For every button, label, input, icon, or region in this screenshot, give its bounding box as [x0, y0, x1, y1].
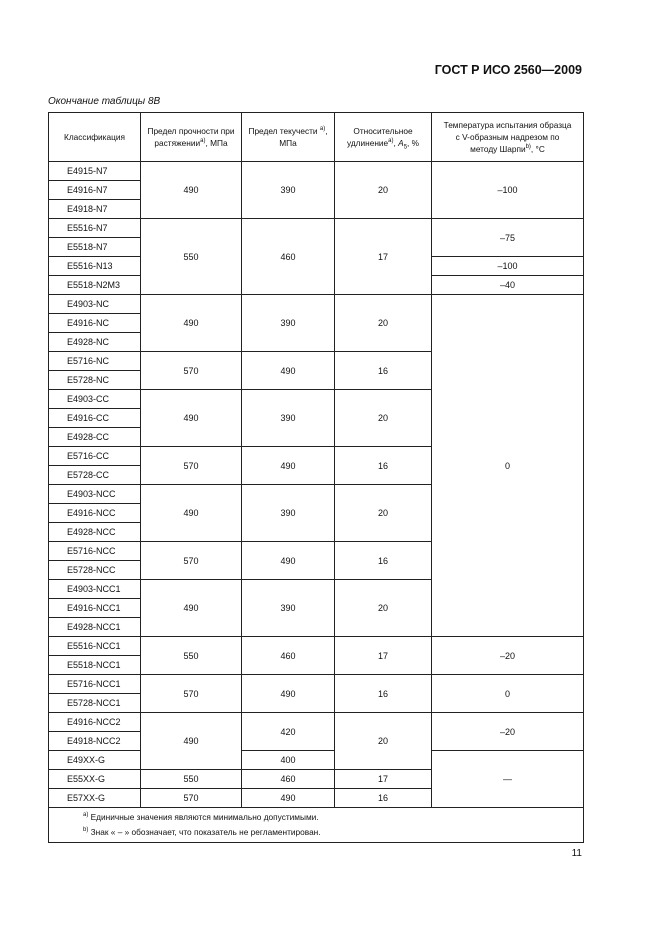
classification-cell: E5728-NCC: [49, 561, 141, 580]
classification-cell: E4903-CC: [49, 390, 141, 409]
classification-cell: E4903-NCC: [49, 485, 141, 504]
yield-cell: 460: [242, 770, 335, 789]
elongation-cell: 17: [335, 770, 432, 789]
footnote-a-marker: а): [83, 812, 89, 819]
tensile-cell: 490: [141, 295, 242, 352]
classification-cell: E4918-N7: [49, 200, 141, 219]
header-elongation-unit: , %: [407, 138, 420, 148]
elongation-cell: 20: [335, 485, 432, 542]
classification-cell: E4903-NCC1: [49, 580, 141, 599]
elongation-cell: 20: [335, 390, 432, 447]
classification-cell: E5728-NC: [49, 371, 141, 390]
footnote-b-text: Знак « – » обозначает, что показатель не регламентирован.: [88, 827, 321, 837]
tensile-cell: 570: [141, 352, 242, 390]
classification-cell: E4903-NC: [49, 295, 141, 314]
classification-cell: E49XX-G: [49, 751, 141, 770]
yield-cell: 460: [242, 219, 335, 295]
classification-cell: E4928-CC: [49, 428, 141, 447]
classification-cell: E5518-NCC1: [49, 656, 141, 675]
header-temperature-line1: Температура испытания образца: [443, 120, 572, 130]
header-elongation-line2: удлинение: [346, 138, 389, 148]
tensile-cell: 550: [141, 770, 242, 789]
yield-cell: 390: [242, 162, 335, 219]
elongation-cell: 16: [335, 542, 432, 580]
header-yield: [242, 113, 335, 162]
elongation-cell: 16: [335, 447, 432, 485]
page-number: 11: [571, 848, 582, 859]
table-header-row: [49, 113, 584, 162]
elongation-cell: 16: [335, 352, 432, 390]
classification-cell: E5516-NCC1: [49, 637, 141, 656]
classification-cell: E5728-CC: [49, 466, 141, 485]
header-temperature-line3: методу Шарпи: [470, 144, 526, 154]
temperature-cell: 0: [432, 675, 584, 713]
temperature-cell: –100: [432, 257, 584, 276]
header-yield-comma: ,: [325, 126, 328, 136]
header-elongation-sep: ,: [393, 138, 396, 148]
classification-cell: E5518-N7: [49, 238, 141, 257]
classification-cell: E5716-NC: [49, 352, 141, 371]
yield-cell: 460: [242, 637, 335, 675]
elongation-cell: 17: [335, 219, 432, 295]
yield-cell: 490: [242, 447, 335, 485]
classification-cell: E4916-N7: [49, 181, 141, 200]
footnote-b: [83, 825, 583, 840]
table-row: [49, 675, 584, 694]
header-tensile-footnote: а): [200, 138, 206, 145]
classification-cell: E55XX-G: [49, 770, 141, 789]
yield-cell: 390: [242, 580, 335, 637]
header-temperature: [432, 113, 584, 162]
header-classification-text: Классификация: [64, 132, 125, 142]
header-temperature-unit: , °C: [530, 144, 545, 154]
classification-cell: E5518-N2M3: [49, 276, 141, 295]
footnote-b-marker: b): [83, 827, 89, 834]
temperature-cell: –40: [432, 276, 584, 295]
elongation-cell: 20: [335, 713, 432, 770]
classification-cell: E4916-NC: [49, 314, 141, 333]
tensile-cell: 550: [141, 637, 242, 675]
temperature-cell: –20: [432, 713, 584, 751]
classification-cell: E4916-NCC1: [49, 599, 141, 618]
classification-cell: E4915-N7: [49, 162, 141, 181]
header-temperature-line2: с V-образным надрезом по: [455, 132, 560, 142]
yield-cell: 390: [242, 390, 335, 447]
yield-cell: 420: [242, 713, 335, 751]
tensile-cell: 550: [141, 219, 242, 295]
header-elongation: [335, 113, 432, 162]
table-row: [49, 751, 584, 770]
elongation-cell: 17: [335, 637, 432, 675]
header-yield-footnote: а): [319, 126, 326, 133]
tensile-cell: 570: [141, 675, 242, 713]
temperature-cell: –20: [432, 637, 584, 675]
header-elongation-symbol: A: [398, 138, 404, 148]
header-tensile-unit: , МПа: [205, 138, 228, 148]
table-row: [49, 637, 584, 656]
classification-cell: E4928-NCC: [49, 523, 141, 542]
classification-cell: E5716-NCC1: [49, 675, 141, 694]
elongation-cell: 16: [335, 789, 432, 808]
tensile-cell: 490: [141, 390, 242, 447]
yield-cell: 490: [242, 675, 335, 713]
classification-cell: E5716-NCC: [49, 542, 141, 561]
document-header: ГОСТ Р ИСО 2560—2009: [434, 63, 582, 77]
header-classification: [49, 113, 141, 162]
classification-cell: E4916-NCC2: [49, 713, 141, 732]
temperature-cell: –75: [432, 219, 584, 257]
data-table: [48, 112, 584, 843]
tensile-cell: 490: [141, 162, 242, 219]
header-yield-line1: Предел текучести: [248, 126, 318, 136]
header-tensile-line1: Предел прочности при: [147, 126, 235, 136]
classification-cell: E4916-CC: [49, 409, 141, 428]
header-tensile: [141, 113, 242, 162]
tensile-cell: 490: [141, 485, 242, 542]
temperature-cell: —: [432, 751, 584, 808]
tensile-cell: 570: [141, 447, 242, 485]
yield-cell: 490: [242, 789, 335, 808]
header-tensile-line2a: растяжении: [154, 138, 201, 148]
temperature-cell: 0: [432, 295, 584, 637]
table-row: [49, 295, 584, 314]
footnote-a: [83, 810, 583, 825]
tensile-cell: 490: [141, 580, 242, 637]
yield-cell: 400: [242, 751, 335, 770]
table-row: [49, 219, 584, 238]
classification-cell: E57XX-G: [49, 789, 141, 808]
classification-cell: E5716-CC: [49, 447, 141, 466]
tensile-cell: 490: [141, 713, 242, 770]
classification-cell: E5516-N7: [49, 219, 141, 238]
tensile-cell: 570: [141, 542, 242, 580]
header-temperature-footnote: b): [525, 144, 531, 151]
classification-cell: E4928-NC: [49, 333, 141, 352]
elongation-cell: 20: [335, 580, 432, 637]
header-elongation-subscript: 5: [403, 144, 408, 151]
header-elongation-footnote: а): [388, 138, 394, 145]
classification-cell: E5728-NCC1: [49, 694, 141, 713]
header-elongation-line1: Относительное: [353, 126, 413, 136]
elongation-cell: 20: [335, 162, 432, 219]
table-notes-row: [49, 808, 584, 843]
yield-cell: 490: [242, 352, 335, 390]
table-notes: [49, 808, 584, 843]
elongation-cell: 20: [335, 295, 432, 352]
classification-cell: E4918-NCC2: [49, 732, 141, 751]
header-yield-unit: МПа: [279, 138, 297, 148]
elongation-cell: 16: [335, 675, 432, 713]
footnote-a-text: Единичные значения являются минимально допустимыми.: [88, 812, 319, 822]
yield-cell: 390: [242, 295, 335, 352]
temperature-cell: –100: [432, 162, 584, 219]
yield-cell: 490: [242, 542, 335, 580]
tensile-cell: 570: [141, 789, 242, 808]
yield-cell: 390: [242, 485, 335, 542]
classification-cell: E4928-NCC1: [49, 618, 141, 637]
classification-cell: E5516-N13: [49, 257, 141, 276]
classification-cell: E4916-NCC: [49, 504, 141, 523]
table-row: [49, 713, 584, 732]
table-caption: Окончание таблицы 8В: [48, 96, 161, 107]
table-row: [49, 162, 584, 181]
